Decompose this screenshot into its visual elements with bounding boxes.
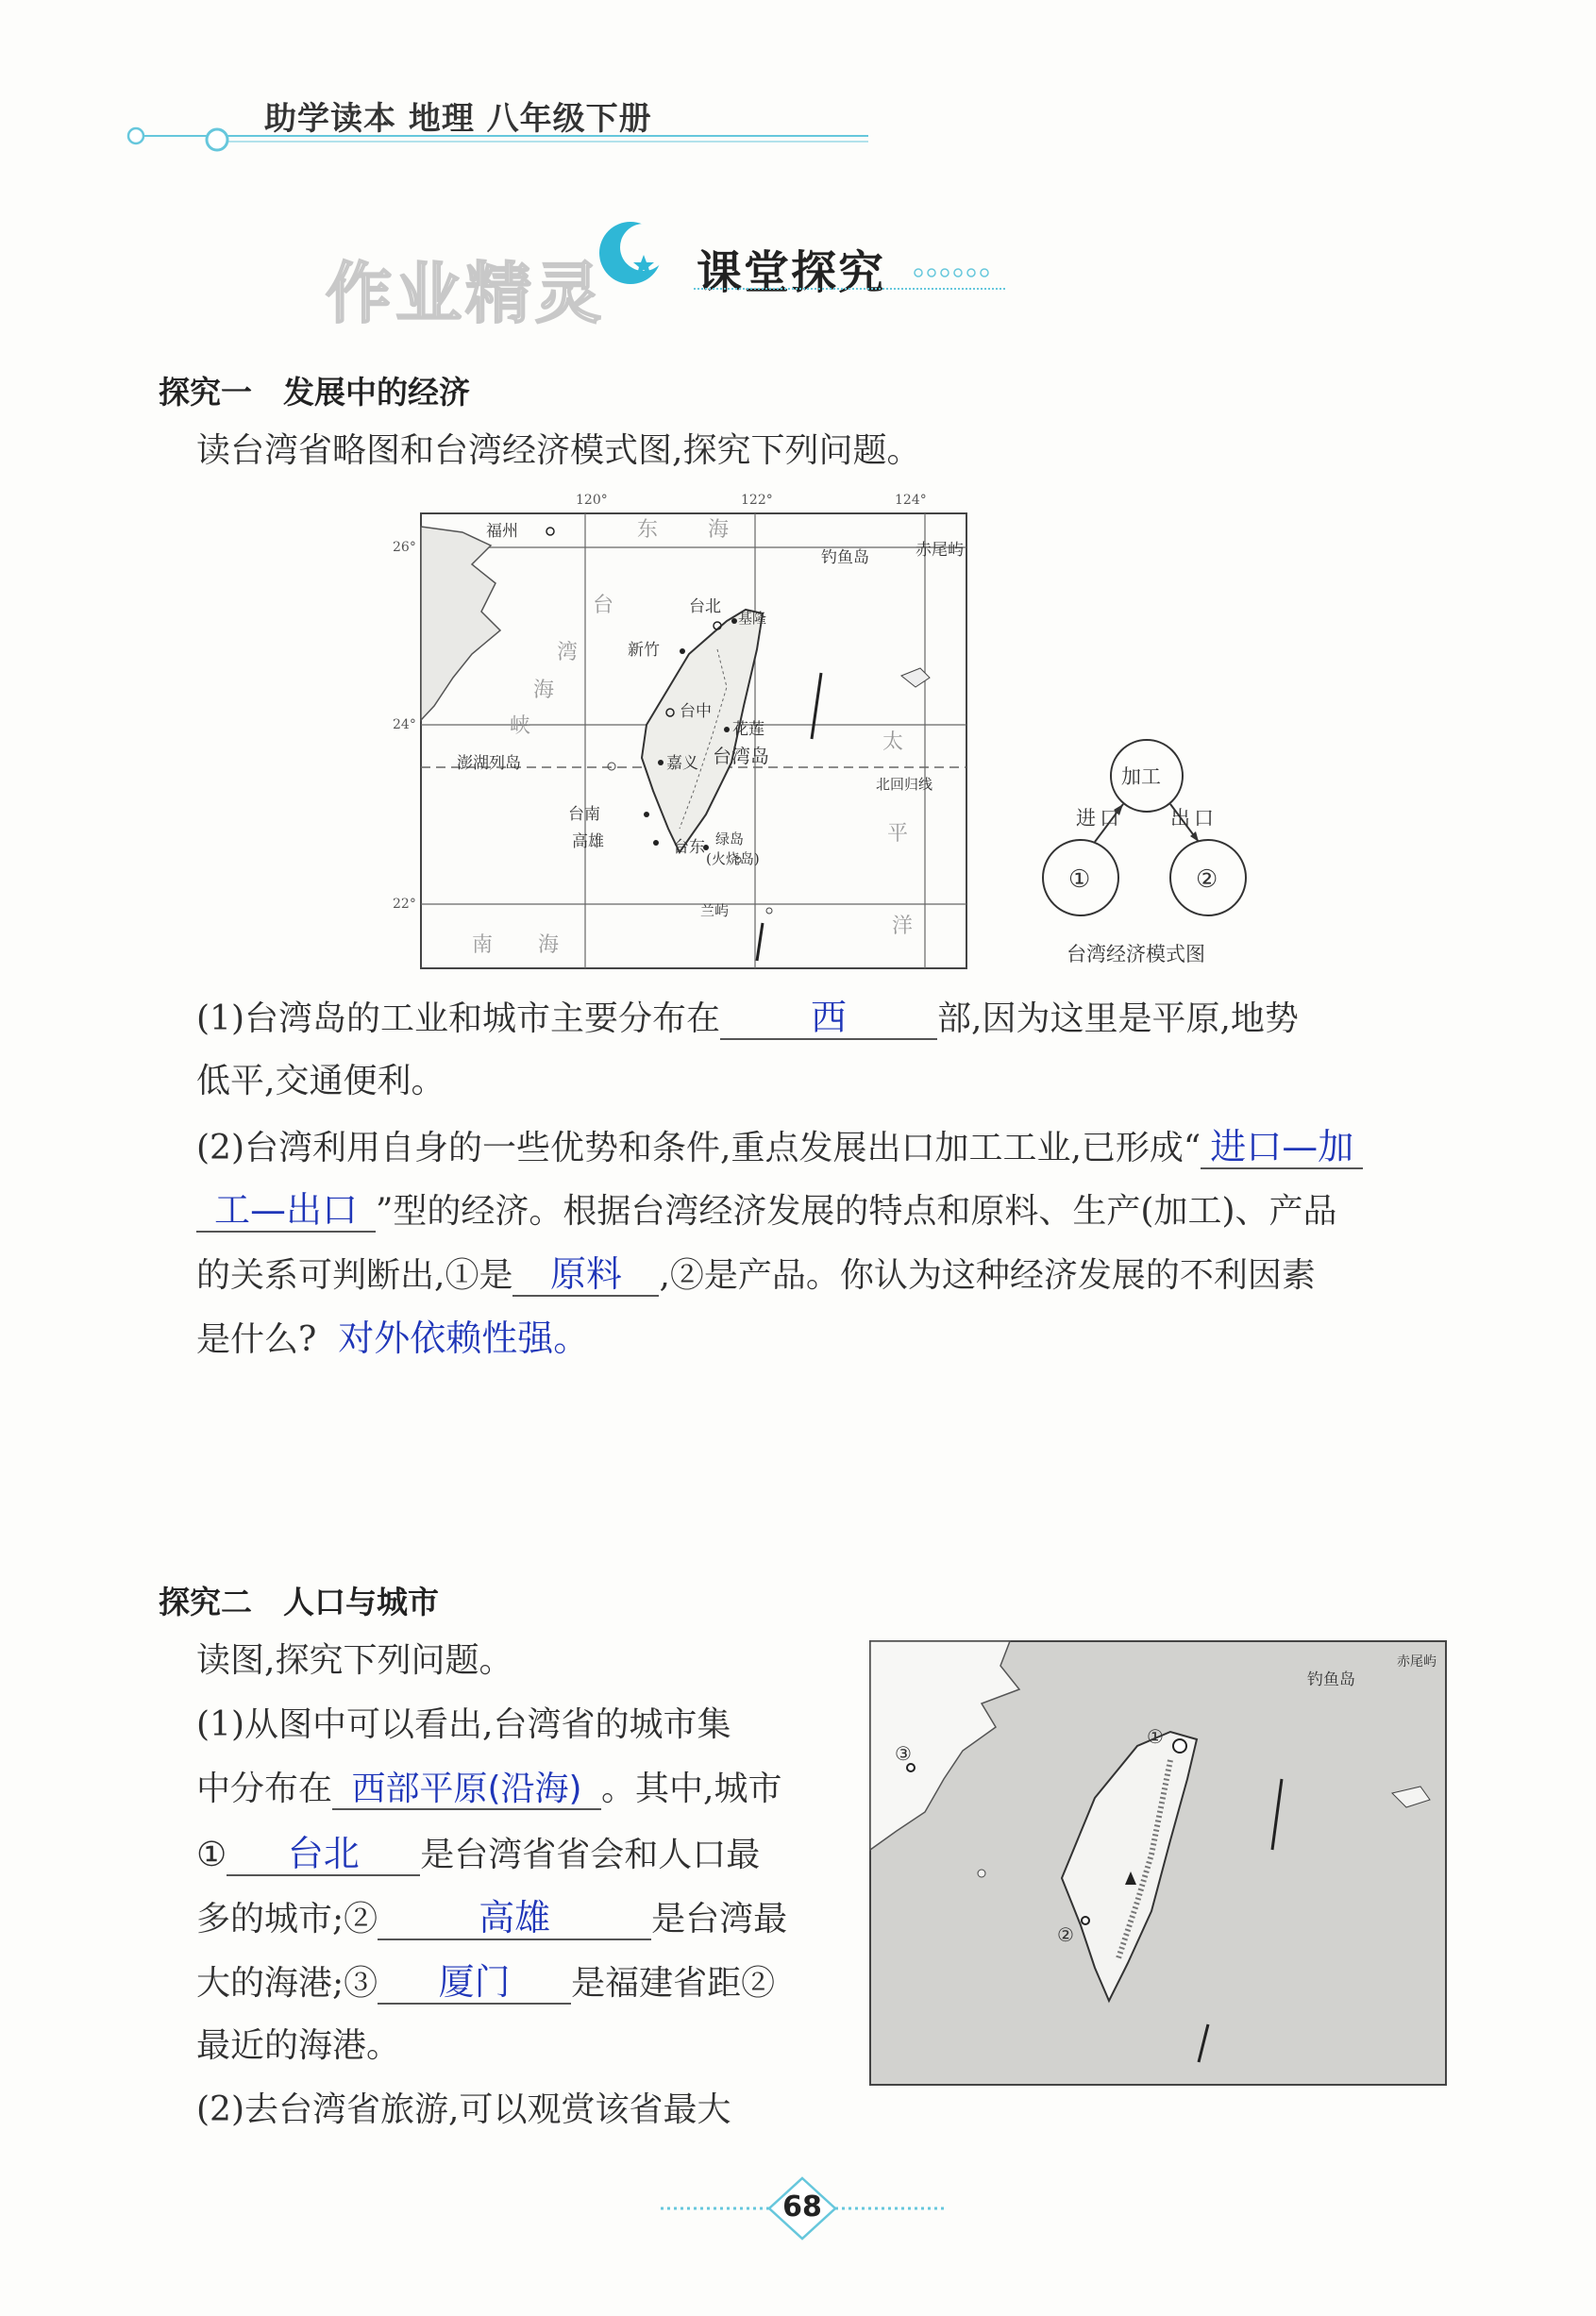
section2-intro: 读图,探究下列问题。 (196, 1641, 513, 1680)
sea-label: 台 (593, 594, 614, 617)
s1-q2-answer-c: 原料 (549, 1253, 622, 1295)
s2-q1-line2-suffix: 。其中,城市 (601, 1770, 782, 1808)
sea-label: 南 (472, 933, 494, 957)
s1-q2-line4-prefix: 是什么? (196, 1320, 317, 1359)
sea-label: 湾 (557, 641, 579, 664)
s2-q1-line4-suffix: 是台湾最 (651, 1900, 788, 1938)
place-label: 台北 (689, 597, 721, 616)
model-item-2: ② (1196, 865, 1218, 894)
place-label: 北回归线 (876, 776, 933, 793)
s1-q1-suffix: 部,因为这里是平原,地势 (937, 999, 1299, 1038)
map2-label: 钓鱼岛 (1307, 1670, 1355, 1689)
s2-q1-blank-b[interactable] (227, 1835, 420, 1876)
sea-label: 海 (708, 518, 730, 542)
lon-label: 122° (741, 493, 773, 508)
map2-label: ③ (895, 1742, 912, 1765)
sea-label: 平 (887, 822, 909, 846)
sea-label: 洋 (892, 915, 914, 938)
s2-q1-blank-c[interactable] (378, 1899, 651, 1940)
s1-q2-answer-a: 进口—加 (1210, 1126, 1354, 1167)
map2-label: ① (1147, 1725, 1164, 1748)
s1-q1-blank[interactable] (720, 999, 937, 1040)
s2-q1-line2-prefix: 中分布在 (196, 1770, 333, 1808)
s1-q2-blank-c[interactable] (512, 1255, 659, 1297)
sea-label: 峡 (510, 714, 531, 738)
section1-title: 探究一 发展中的经济 (159, 374, 470, 411)
lon-label: 120° (576, 493, 608, 508)
s1-q2-prefix: (2)台湾利用自身的一些优势和条件,重点发展出口加工工业,已形成“ (196, 1129, 1201, 1167)
s1-q2-line3 (196, 1255, 1316, 1297)
s1-q2-answer-b: 工—出口 (213, 1189, 358, 1231)
lat-label: 22° (393, 897, 416, 912)
section2-title: 探究二 人口与城市 (159, 1584, 439, 1620)
s2-q1-line5-suffix: 是福建省距② (571, 1964, 776, 2003)
place-label: 花莲 (732, 720, 764, 739)
s1-q2-line3-suffix: ,②是产品。你认为这种经济发展的不利因素 (659, 1256, 1316, 1295)
lon-label: 124° (895, 493, 927, 508)
s1-q1-line1 (196, 999, 1299, 1040)
place-label: 嘉义 (666, 754, 698, 773)
s2-q1-line6: 最近的海港。 (196, 2026, 401, 2065)
place-label: 新竹 (628, 641, 660, 660)
watermark: 作业精灵 (326, 255, 605, 332)
s2-q1-line5 (196, 1963, 775, 2005)
s2-q1-answer-c: 高雄 (479, 1897, 551, 1938)
economy-model-diagram (1029, 736, 1265, 972)
place-label: 台湾岛 (713, 745, 769, 767)
s2-q1-blank-a[interactable] (332, 1771, 601, 1810)
place-label: 高雄 (572, 832, 604, 851)
s1-q2-line3-prefix: 的关系可判断出,①是 (196, 1256, 513, 1295)
lat-label: 26° (393, 540, 416, 555)
s2-q1-answer-d: 厦门 (438, 1961, 511, 2003)
place-label: 赤尾屿 (916, 541, 964, 560)
s2-q1-line5-prefix: 大的海港;③ (196, 1964, 378, 2003)
s2-q1-line1: (1)从图中可以看出,台湾省的城市集 (196, 1705, 731, 1744)
s2-q1-line4-prefix: 多的城市;② (196, 1900, 378, 1938)
place-label: 福州 (486, 522, 518, 541)
banner-dots (911, 264, 1005, 281)
s1-q2-line2-rest: ”型的经济。根据台湾经济发展的特点和原料、生产(加工)、产品 (376, 1192, 1337, 1231)
header-title: 助学读本 地理 八年级下册 (264, 100, 652, 138)
s1-q2-blank-b[interactable] (196, 1191, 376, 1233)
s2-q1-line3-suffix: 是台湾省省会和人口最 (420, 1836, 761, 1874)
map2-label: 赤尾屿 (1397, 1654, 1436, 1670)
s2-q1-line2 (196, 1771, 781, 1810)
s2-q2-line1: (2)去台湾省旅游,可以观赏该省最大 (196, 2090, 731, 2129)
map2-label: ② (1057, 1923, 1074, 1946)
place-label: 台中 (680, 702, 712, 721)
taiwan-city-map (868, 1637, 1449, 2090)
place-label: 绿岛 (715, 831, 745, 848)
model-caption: 台湾经济模式图 (1067, 943, 1205, 965)
taiwan-map (393, 489, 972, 980)
banner-title: 课堂探究 (697, 246, 886, 299)
s1-q2-blank-a[interactable] (1201, 1128, 1363, 1169)
s1-q2-line4 (196, 1319, 589, 1359)
sea-label: 东 (637, 518, 659, 542)
model-item-1: ① (1068, 865, 1091, 894)
place-label: (火烧岛) (706, 850, 760, 867)
s2-q1-line3-prefix: ① (196, 1836, 227, 1874)
banner-underline (694, 288, 1005, 290)
page-number: 68 (782, 2190, 822, 2224)
banner-icon (595, 215, 670, 291)
sea-label: 海 (538, 933, 560, 957)
model-import: 进口 (1076, 807, 1123, 830)
lat-label: 24° (393, 717, 416, 732)
s2-q1-answer-b: 台北 (287, 1833, 360, 1874)
s2-q1-line4 (196, 1899, 787, 1940)
place-label: 兰屿 (700, 902, 730, 919)
s1-q2-answer-d: 对外依赖性强。 (338, 1317, 590, 1359)
place-label: 澎湖列岛 (457, 754, 521, 773)
s1-q2-line2 (196, 1191, 1337, 1233)
place-label: 台东 (673, 838, 705, 857)
sea-label: 海 (533, 679, 555, 702)
sea-label: 太 (882, 730, 904, 754)
place-label: 基隆 (738, 610, 767, 627)
section1-intro: 读台湾省略图和台湾经济模式图,探究下列问题。 (196, 431, 921, 470)
s1-q1-prefix: (1)台湾岛的工业和城市主要分布在 (196, 999, 720, 1038)
s2-q1-line3 (196, 1835, 760, 1876)
place-label: 钓鱼岛 (821, 548, 869, 567)
s2-q1-answer-a: 西部平原(沿海) (351, 1770, 582, 1808)
model-export: 出口 (1170, 807, 1218, 830)
s2-q1-blank-d[interactable] (378, 1963, 571, 2005)
s1-q1-answer: 西 (810, 997, 847, 1038)
model-processing: 加工 (1121, 765, 1161, 788)
s1-q2-line1 (196, 1128, 1363, 1169)
place-label: 台南 (568, 805, 600, 824)
s1-q1-line2: 低平,交通便利。 (196, 1062, 445, 1100)
